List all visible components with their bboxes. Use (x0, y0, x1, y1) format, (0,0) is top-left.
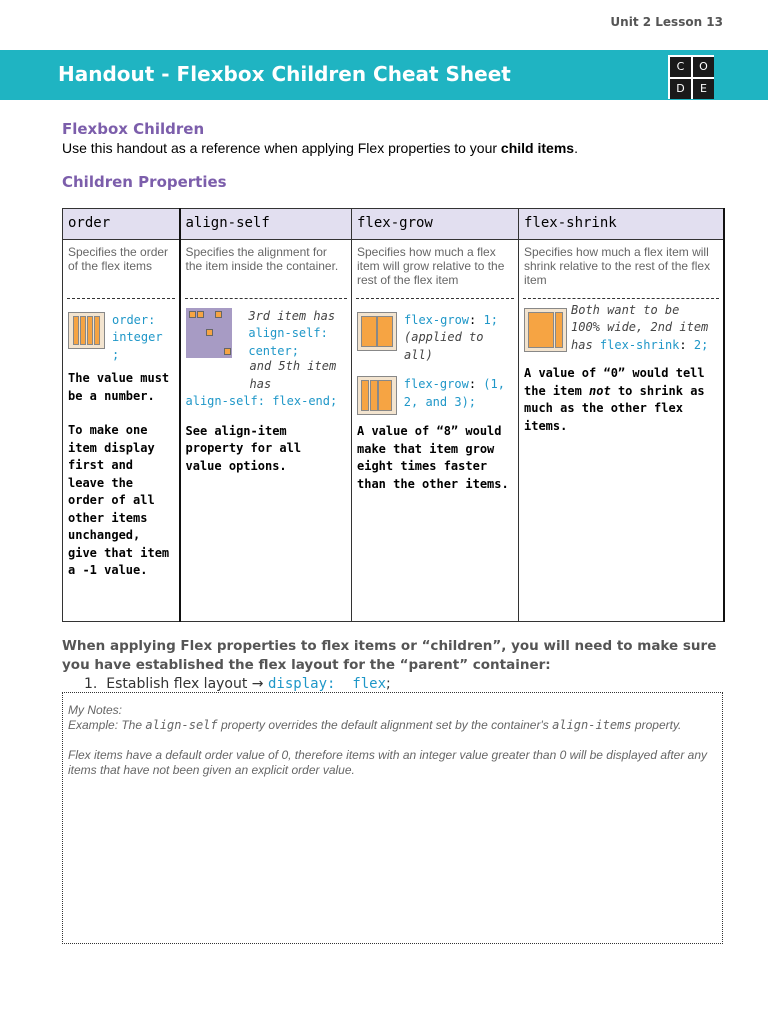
order-code-key: order (112, 312, 149, 327)
properties-table (62, 208, 725, 622)
order-code: order: integer ; (112, 312, 163, 362)
step-text: Establish flex layout → (106, 676, 268, 692)
flex-shrink-note (524, 365, 718, 435)
title-banner (0, 50, 768, 100)
intro-end: . (574, 140, 578, 156)
flex-grow-note-1: (applied to all) (404, 330, 484, 362)
step-code-key: display (268, 676, 328, 692)
order-note: The value must be a number. (68, 371, 170, 403)
flex-shrink-note-a: A value of “0” would tell the item (524, 366, 705, 398)
align-self-note-a (248, 308, 346, 361)
order-illustration (68, 312, 105, 349)
body-flex-shrink (519, 298, 724, 622)
order-example (68, 312, 174, 365)
flex-shrink-code-val: 2; (693, 337, 709, 352)
flex-shrink-note-not: not (589, 383, 611, 398)
notes-ex-code-2: align-items (552, 718, 632, 732)
flex-grow-note: A value of “8” would make that item grow eight times faster than the other items. (357, 424, 509, 491)
align-self-code-2-text: align-self: flex-end; (185, 394, 338, 408)
step-end: ; (386, 676, 391, 692)
flex-shrink-note-1: Both want to be 100% wide, 2nd item has (571, 302, 709, 352)
align-self-code-1: align-self: center; (248, 326, 328, 358)
flex-grow-example-2 (357, 376, 513, 415)
desc-order: Specifies the order of the flex items (63, 240, 180, 298)
align-self-note-b (250, 358, 350, 393)
step-number: 1. (84, 676, 98, 692)
flex-grow-code-1: flex-grow: 1; (applied to all) (404, 312, 498, 362)
align-self-note-2: and 5th item has (249, 359, 337, 391)
flex-grow-code-2-key: flex-grow (403, 377, 469, 391)
flex-shrink-illustration (524, 308, 567, 352)
align-self-illustration (186, 308, 233, 358)
table-body-row (63, 298, 724, 622)
notes-example (68, 718, 717, 733)
logo-letter: E (693, 79, 714, 99)
body-align-self (180, 298, 352, 622)
flex-grow-code-2: flex-grow: (1, 2, and 3); (403, 377, 505, 409)
flex-grow-code-1-key: flex-grow (404, 312, 470, 327)
step-establish-flex: 1. Establish flex layout → display: flex; (84, 676, 391, 692)
flex-grow-illustration-1 (357, 312, 397, 351)
flex-shrink-note-b: to shrink as much as the other flex items. (524, 383, 705, 433)
flex-shrink-code: Both want to be 100% wide, 2nd item has flex-shrink: 2; (571, 302, 709, 352)
intro-text (62, 140, 578, 156)
lesson-tag: Unit 2 Lesson 13 (610, 15, 723, 29)
align-self-example (186, 308, 347, 361)
col-header-align-self: align-self (180, 209, 352, 240)
parent-container-note: When applying Flex properties to flex items or “children”, you will need to make sure you have established the flex layout for the “parent” container: (62, 638, 717, 673)
align-self-note-1: 3rd item has (248, 308, 336, 323)
flex-grow-example-1 (357, 312, 513, 365)
body-order (63, 298, 180, 622)
order-note-2: To make one item display first and leave the order of all other items unchanged, give that item a -1 value. (68, 423, 170, 577)
notes-ex-b: property overrides the default alignment set by the container's (217, 718, 553, 732)
body-flex-grow (352, 298, 519, 622)
intro-bold: child items (500, 140, 575, 156)
align-self-code-2 (186, 393, 347, 411)
col-header-flex-shrink: flex-shrink (519, 209, 724, 240)
notes-label: My Notes: (68, 703, 123, 717)
table-desc-row (63, 240, 724, 298)
align-self-note: See align-item property for all value options. (185, 423, 302, 473)
intro-text-main: Use this handout as a reference when applying Flex properties to your (62, 140, 501, 156)
notes-ex-a: Example: The (68, 718, 146, 732)
notes-box[interactable] (62, 692, 723, 944)
order-code-val: integer (112, 330, 163, 344)
table-header-row (63, 209, 724, 240)
order-code-end: ; (112, 347, 120, 362)
logo-letter: D (670, 79, 691, 99)
notes-ex-c: property. (631, 718, 682, 732)
flex-shrink-example (524, 302, 718, 355)
notes-para-2: Flex items have a default order value of 0, therefore items with an integer value greater than 0 will be displayed after any items that have not been given an explicit order value. (68, 748, 708, 777)
flex-grow-code-1-val: 1; (483, 312, 498, 327)
flex-grow-code-2-val: (1, 2, and 3); (403, 377, 505, 409)
flex-grow-illustration-2 (357, 376, 397, 415)
step-code-val: flex (352, 676, 387, 692)
desc-flex-grow: Specifies how much a flex item will grow relative to the rest of the flex item (352, 240, 519, 298)
notes-ex-code-1: align-self (145, 718, 218, 732)
page-title: Handout - Flexbox Children Cheat Sheet (58, 62, 511, 86)
section-heading-flexbox-children: Flexbox Children (62, 120, 205, 138)
desc-flex-shrink: Specifies how much a flex item will shrink relative to the rest of the flex item (519, 240, 724, 298)
desc-align-self: Specifies the alignment for the item inside the container. (180, 240, 352, 298)
logo-letter: O (693, 57, 714, 77)
col-header-flex-grow: flex-grow (352, 209, 519, 240)
section-heading-children-properties: Children Properties (62, 173, 227, 191)
col-header-order: order (63, 209, 180, 240)
flex-shrink-code-key: flex-shrink (599, 337, 680, 352)
logo-letter: C (670, 57, 691, 77)
code-logo (668, 55, 714, 99)
